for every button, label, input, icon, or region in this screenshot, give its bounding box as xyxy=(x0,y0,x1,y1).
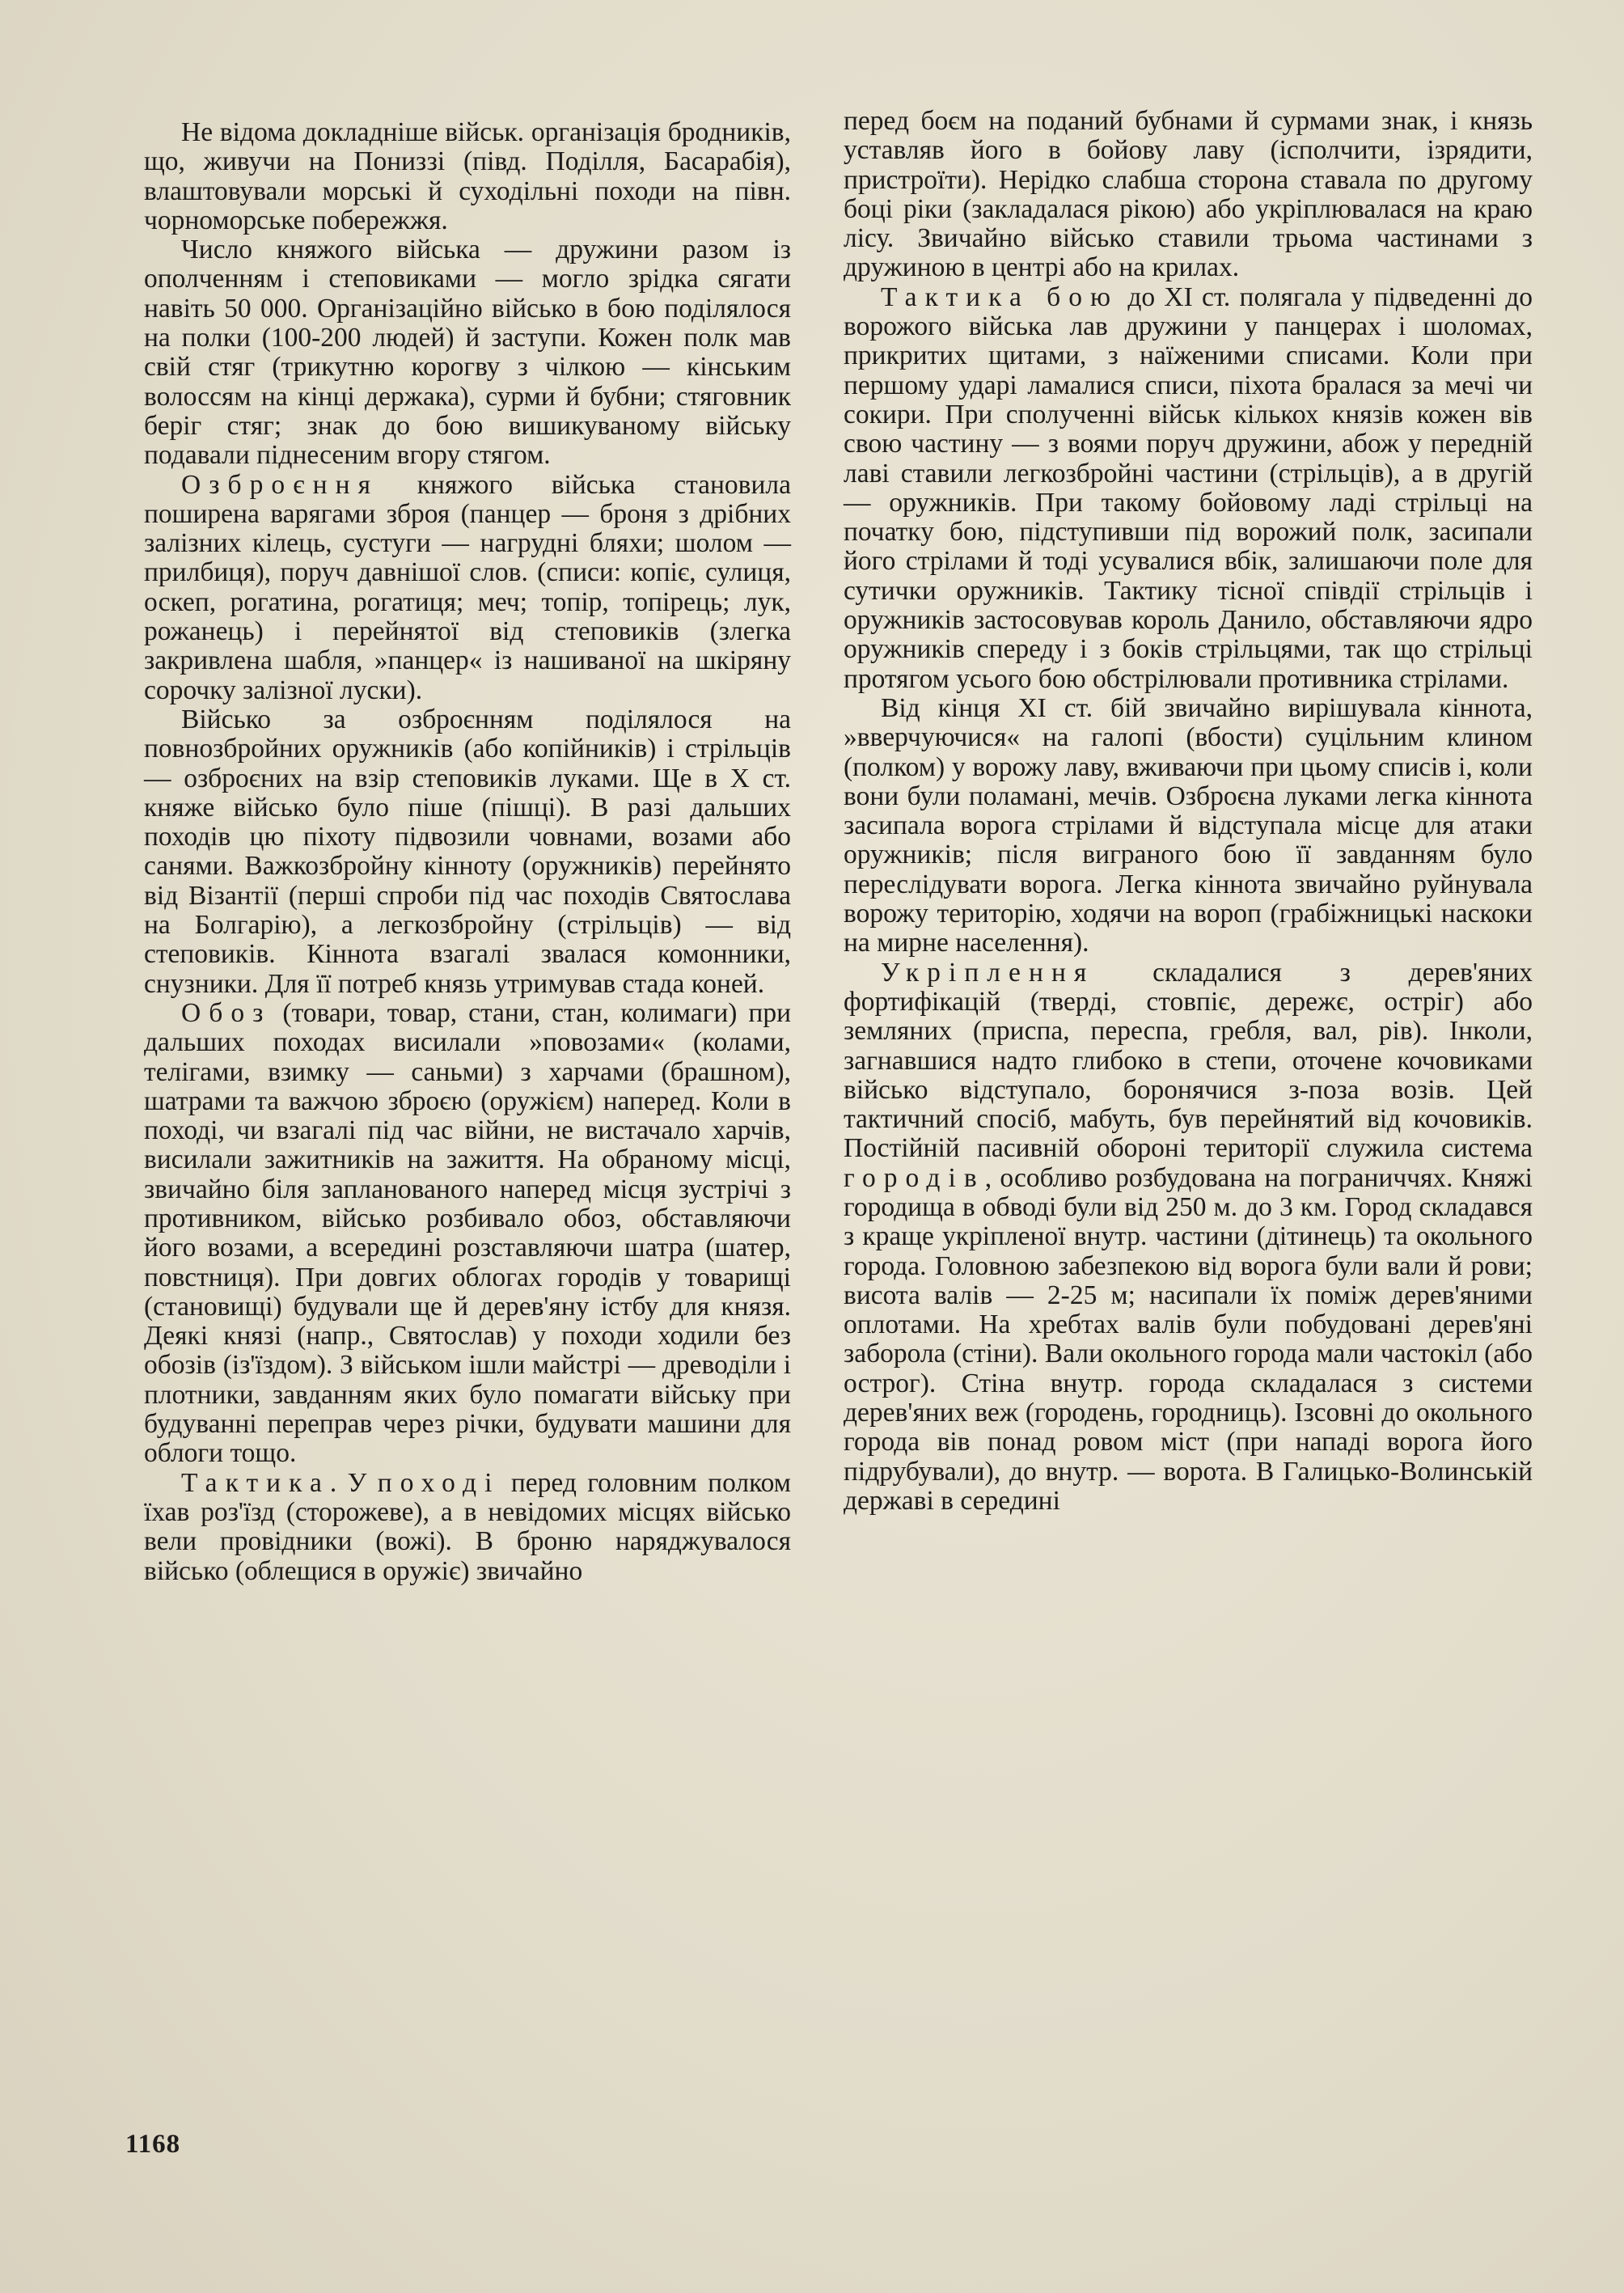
term-fortifications: Укріплення xyxy=(881,957,1095,988)
paragraph-fortifications-end: , особливо розбудована на пограниччях. Княжі городища в обводі були від 250 м. до 3 км. Город складався з краще укріпленої внутр. частини (дітинець) та окольного города. Головною забезпекою від ворога були вали й рови; висота валів — 2-25 м; насипали їх поміж дерев'яними оплотами. На хребтах валів були побудовані дерев'яні заборола (стіни). Вали окольного города мали частокіл (або острог). Стіна внутр. города складалася з системи дерев'яних веж (городень, городниць). Ізсовні до окольного города вів понад ровом міст (при нападі ворога його підрубували), до внутр. — ворота. В Галицько-Волинській державі в середині xyxy=(844,1162,1533,1516)
paragraph-tactics xyxy=(144,1469,791,1586)
term-campaign: поході xyxy=(377,1467,501,1498)
term-tactics: Тактика xyxy=(181,1467,330,1498)
paragraph-fortifications-text: складалися з дерев'яних фортифікацій (тверді, стовпіє, дережє, остріг) або земляних (приспа, переспа, гребля, вал, рів). Інколи, загнавшися надто глибоко в степи, оточене кочовиками військо відступало, боронячися з-поза возів. Цей тактичний спосіб, мабуть, був перейнятий від кочовиків. Постійній пасивній обороні території служила система xyxy=(844,957,1533,1164)
paragraph-fortifications xyxy=(844,958,1533,1517)
term-towns: городів xyxy=(844,1162,985,1193)
paragraph-battle-tactics-text: до XI ст. полягала у підведенні до ворожого війська лав дружини у панцерах і шоломах, прикритих щитами, з наїженими списами. Коли при першому ударі ламалися списи, піхота бралася за мечі чи сокири. При сполученні військ кількох князів кожен вів свою частину — з воями поруч дружини, абож у передній лаві ставили легкозбройні частини (стрільців), а в другій — оружників. При такому бойовому ладі стрільці на початку бою, підступивши під ворожий полк, засипали його стрілами й тоді усувалися вбік, залишаючи поле для сутички оружників. Тактику тісної співдії стрільців і оружників застосовував король Данило, обставляючи ядро оружників спереду і з боків стрільцями, так що стрільці протягом усього бою обстрілювали противника стрілами. xyxy=(844,281,1533,694)
left-column xyxy=(144,118,791,1586)
term-baggage-train: Обоз xyxy=(181,997,272,1028)
paragraph-baggage-train xyxy=(144,999,791,1469)
paragraph-army-size: Число княжого війська — дружини разом із ополченням і степовиками — могло зрідка сягати навіть 50 000. Організаційно військо в бою поділялося на полки (100-200 людей) й заступи. Кожен полк мав свій стяг (трикутню корогву з чілкою — кінським волоссям на кінці держака), сурми й бубни; стяговник беріг стяг; знак до бою вишикуваному війську подавали піднесеним вгору стягом. xyxy=(144,235,791,471)
paragraph-infantry-cavalry: Військо за озброєнням поділялося на повнозбройних оружників (або копійників) і стрільців — озброєних на взір степовиків луками. Ще в X ст. княже військо було піше (пішці). В разі дальших походів цю піхоту підвозили човнами, возами або санями. Важкозбройну кінноту (оружників) перейнято від Візантії (перші спроби під час походів Святослава на Болгарію), а легкозбройну (стрільців) — від степовиків. Кіннота взагалі звалася комонники, снузники. Для її потреб князь утримував стада коней. xyxy=(144,704,791,999)
right-column xyxy=(844,107,1533,1516)
paragraph-cavalry: Від кінця XI ст. бій звичайно вирішувала кіннота, »вверчуючися« на галопі (вбости) суцільним клином (полком) у ворожу лаву, вживаючи при цьому списів і, коли вони були поламані, мечів. Озброєна луками легка кіннота засипала ворога стрілами й відступала місце для атаки оружників; після виграного бою її завданням було переслідувати ворога. Легка кіннота звичайно руйнувала ворожу територію, ходячи на вороп (грабіжницькі наскоки на мирне населення). xyxy=(844,692,1533,958)
paragraph-armament-text: княжого війська становила поширена варягами зброя (панцер — броня з дрібних залізних кілець, сустуги — нагрудні бляхи; шолом — прилбиця), поруч давнішої слов. (списи: копіє, сулиця, оскеп, рогатина, рогатиця; меч; топір, топірець; лук, рожанець) і перейнятої від степовиків (злегка закривлена шабля, »панцер« із нашиваної на шкіряну сорочку залізної луски). xyxy=(144,469,791,705)
paragraph-baggage-train-text: (товари, товар, стани, стан, колимаги) при дальших походах висилали »повозами« (колами, телігами, взимку — саньми) з харчами (брашном), шатрами та важчою зброєю (оружієм) наперед. Коли в поході, чи взагалі під час війни, не вистачало харчів, висилали зажитників на зажиття. На обраному місці, звичайно біля запланованого наперед місця зустрічі з противником, військо розбивало обоз, обставляючи його возами, а всередині розставляючи шатра (шатер, повстниця). При довгих облогах городів у товарищі (становищі) будували ще й дерев'яну істбу для князя. Деякі князі (напр., Святослав) у походи ходили без обозів (із'їздом). З військом ішли майстрі — древоділи і плотники, завданням яких було помагати війську при будуванні переправ через річки, будувати машини для облоги тощо. xyxy=(144,997,791,1469)
page-number: 1168 xyxy=(125,2130,181,2159)
term-battle-tactics: Тактика бою xyxy=(881,281,1119,312)
paragraph-battle-formation: перед боєм на поданий бубнами й сурмами знак, і князь уставляв його в бойову лаву (ісполчити, ізрядити, пристроїти). Нерідко слабша сторона ставала по другому боці ріки (закладалася рікою) або укріплювалася на краю лісу. Звичайно військо ставили трьома частинами з дружиною в центрі або на крилах. xyxy=(844,106,1533,283)
term-armament: Озброєння xyxy=(181,469,379,500)
paragraph-battle-tactics xyxy=(844,283,1533,694)
paragraph-brodnyky: Не відома докладніше військ. організація бродників, що, живучи на Пониззі (півд. Поділля, Басарабія), влаштовували морські й суходільні походи на півн. чорноморське побережжя. xyxy=(144,117,791,235)
paragraph-tactics-text: перед головним полком їхав роз'їзд (сторожеве), а в невідомих місцях військо вели провідники (вожі). В броню наряджувалося військо (облещися в оружіє) звичайно xyxy=(144,1467,791,1586)
tactics-connector: . У xyxy=(329,1467,378,1498)
paragraph-armament xyxy=(144,471,791,705)
